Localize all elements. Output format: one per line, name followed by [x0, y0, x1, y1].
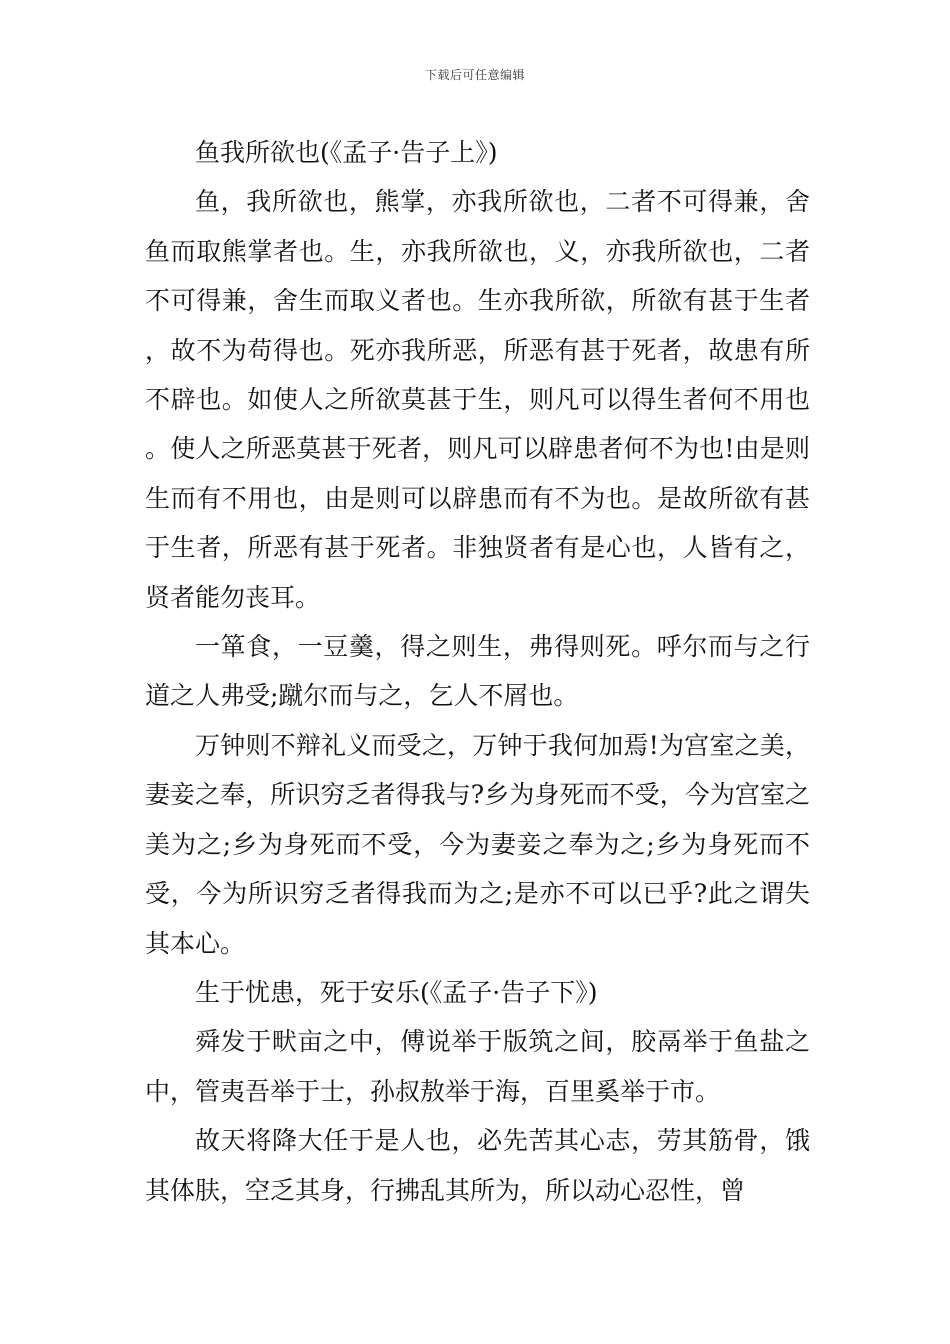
paragraph: 鱼，我所欲也，熊掌，亦我所欲也，二者不可得兼，舍鱼而取熊掌者也。生，亦我所欲也，义，亦我所欲也，二者不可得兼，舍生而取义者也。生亦我所欲，所欲有甚于生者，故不为苟得也。死亦我所恶，所恶有甚于死者，故患有所不辟也。如使人之所欲莫甚于生，则凡可以得生者何不用也。使人之所恶莫甚于死者，则凡可以辟患者何不为也!由是则生而有不用也，由是则可以辟患而有不为也。是故所欲有甚于生者，所恶有甚于死者。非独贤者有是心也，人皆有之，贤者能勿丧耳。 [145, 187, 810, 612]
section-title-yu-wo-suo-yu-ye: 鱼我所欲也(《孟子·告子上》) [195, 138, 498, 167]
paragraph: 舜发于畎亩之中，傅说举于版筑之间，胶鬲举于鱼盐之中，管夷吾举于士，孙叔敖举于海，百里奚举于市。 [145, 1027, 810, 1106]
paragraph: 万钟则不辩礼义而受之，万钟于我何加焉!为宫室之美，妻妾之奉，所识穷乏者得我与?乡为身死而不受，今为宫室之美为之;乡为身死而不受，今为妻妾之奉为之;乡为身死而不受，今为所识穷乏者得我而为之;是亦不可以已乎?此之谓失其本心。 [145, 730, 810, 958]
document-body [145, 128, 810, 1215]
paragraph: 一箪食，一豆羹，得之则生，弗得则死。呼尔而与之行道之人弗受;蹴尔而与之，乞人不屑也。 [145, 632, 810, 711]
section-title-sheng-yu-you-huan: 生于忧患，死于安乐(《孟子·告子下》) [195, 977, 598, 1007]
page-header: 下载后可任意编辑 [424, 68, 525, 82]
paragraph: 故天将降大任于是人也，必先苦其心志，劳其筋骨，饿其体肤，空乏其身，行拂乱其所为，所以动心忍性，曾 [145, 1126, 810, 1205]
